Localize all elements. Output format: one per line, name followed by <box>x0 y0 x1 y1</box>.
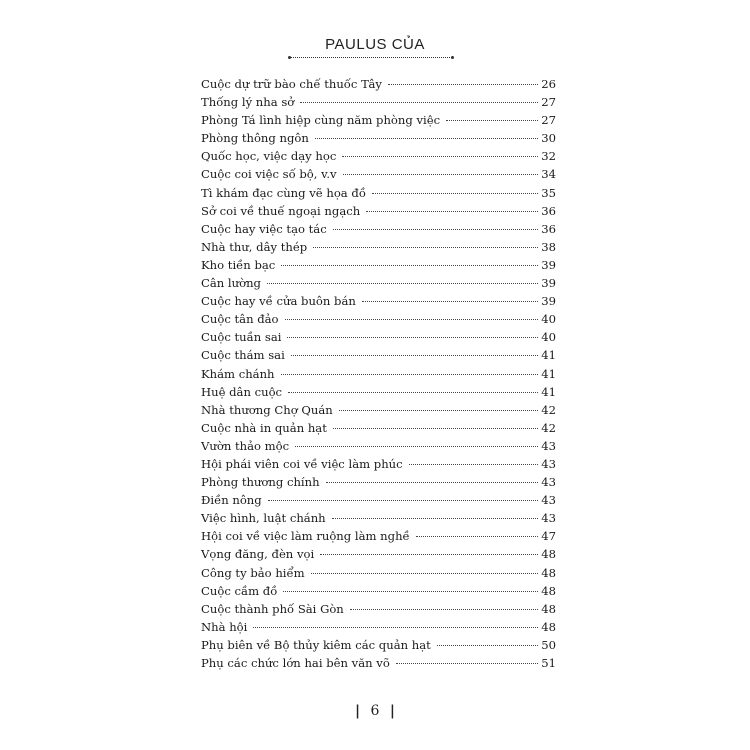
toc-entry <box>201 348 556 366</box>
toc-dot-leader <box>285 319 539 320</box>
toc-entry <box>201 131 556 149</box>
toc-dot-leader <box>332 518 539 519</box>
page-number: 6 <box>370 703 380 719</box>
toc-entry <box>201 403 556 421</box>
toc-dot-leader <box>416 536 539 537</box>
toc-entry-label: Nhà hội <box>201 619 248 634</box>
toc-dot-leader <box>366 211 538 212</box>
toc-entry-page: 50 <box>541 637 556 652</box>
toc-dot-leader <box>333 229 539 230</box>
toc-entry <box>201 457 556 475</box>
toc-dot-leader <box>287 337 538 338</box>
toc-dot-leader <box>268 500 539 501</box>
toc-entry-label: Cuộc tuần sai <box>201 330 282 345</box>
toc-dot-leader <box>343 174 539 175</box>
page-number-bar-right: | <box>389 703 395 719</box>
toc-entry-page: 39 <box>541 276 556 291</box>
toc-entry-label: Vườn thảo mộc <box>201 438 290 453</box>
toc-entry-page: 43 <box>541 438 556 453</box>
toc-entry <box>201 186 556 204</box>
toc-entry-label: Công ty bảo hiểm <box>201 565 305 580</box>
toc-entry-label: Thống lý nha sở <box>201 95 295 110</box>
toc-entry-label: Khám chánh <box>201 366 275 381</box>
toc-entry-page: 39 <box>541 294 556 309</box>
toc-dot-leader <box>311 573 539 574</box>
toc-entry <box>201 367 556 385</box>
toc-dot-leader <box>350 609 538 610</box>
toc-entry-page: 48 <box>541 565 556 580</box>
toc-dot-leader <box>320 554 538 555</box>
toc-dot-leader <box>281 265 538 266</box>
toc-entry-label: Phụ các chức lớn hai bên văn võ <box>201 656 390 670</box>
toc-entry-label: Tì khám đạc cùng vẽ họa đồ <box>201 185 366 200</box>
toc-entry-page: 35 <box>541 185 556 200</box>
toc-entry-label: Phòng thương chính <box>201 475 320 490</box>
toc-entry <box>201 95 556 113</box>
toc-entry-label: Phòng thông ngôn <box>201 131 309 146</box>
toc-dot-leader <box>388 84 538 85</box>
toc-entry-page: 41 <box>541 348 556 363</box>
toc-entry-label: Quốc học, việc dạy học <box>201 149 337 164</box>
toc-entry <box>201 602 556 620</box>
toc-entry-label: Huệ dân cuộc <box>201 384 283 399</box>
toc-entry-page: 43 <box>541 475 556 490</box>
toc-entry-label: Hội coi về việc làm ruộng làm nghề <box>201 529 410 544</box>
toc-entry-label: Cuộc coi việc số bộ, v.v <box>201 167 337 182</box>
toc-dot-leader <box>437 645 538 646</box>
toc-entry-label: Cuộc thành phố Sài Gòn <box>201 601 344 616</box>
header-ornament-rule <box>290 57 452 58</box>
toc-entry-page: 34 <box>541 167 556 182</box>
toc-entry <box>201 276 556 294</box>
toc-entry <box>201 149 556 167</box>
toc-entry-page: 51 <box>541 656 556 670</box>
toc-entry-label: Cuộc nhà in quản hạt <box>201 420 327 435</box>
toc-entry-label: Cuộc tân đảo <box>201 312 279 327</box>
toc-entry-label: Điền nông <box>201 493 262 508</box>
toc-entry <box>201 493 556 511</box>
toc-entry-label: Kho tiền bạc <box>201 257 276 272</box>
toc-entry <box>201 330 556 348</box>
toc-entry <box>201 240 556 258</box>
toc-entry <box>201 475 556 493</box>
toc-entry-page: 48 <box>541 583 556 598</box>
toc-dot-leader <box>333 428 538 429</box>
toc-entry-page: 43 <box>541 493 556 508</box>
toc-entry-page: 48 <box>541 619 556 634</box>
toc-entry <box>201 294 556 312</box>
toc-dot-leader <box>300 102 538 103</box>
toc-entry <box>201 584 556 602</box>
toc-dot-leader <box>283 591 538 592</box>
toc-entry-page: 43 <box>541 456 556 471</box>
toc-entry-page: 40 <box>541 312 556 327</box>
toc-entry-label: Phụ biên về Bộ thủy kiêm các quản hạt <box>201 637 431 652</box>
toc-dot-leader <box>267 283 538 284</box>
toc-entry-page: 48 <box>541 547 556 562</box>
toc-entry-page: 26 <box>541 77 556 91</box>
toc-entry-label: Cân lường <box>201 276 261 291</box>
toc-entry-page: 42 <box>541 420 556 435</box>
toc-entry-label: Hội phái viên coi về việc làm phúc <box>201 456 403 471</box>
toc-entry <box>201 385 556 403</box>
toc-entry-page: 47 <box>541 529 556 544</box>
toc-entry-page: 48 <box>541 601 556 616</box>
toc-entry-label: Nhà thư, dây thép <box>201 239 308 254</box>
toc-dot-leader <box>288 392 538 393</box>
toc-dot-leader <box>372 193 538 194</box>
toc-entry <box>201 638 556 656</box>
toc-entry-page: 30 <box>541 131 556 146</box>
toc-entry-label: Nhà thương Chợ Quán <box>201 402 333 417</box>
toc-entry-label: Việc hình, luật chánh <box>201 511 326 526</box>
toc-entry <box>201 222 556 240</box>
toc-entry-label: Phòng Tá lình hiệp cùng năm phòng việc <box>201 113 441 128</box>
toc-entry <box>201 511 556 529</box>
toc-dot-leader <box>291 355 538 356</box>
table-of-contents <box>201 77 556 674</box>
toc-entry <box>201 547 556 565</box>
toc-entry-page: 32 <box>541 149 556 164</box>
page-number-footer <box>0 703 750 719</box>
toc-entry-label: Cuộc thám sai <box>201 348 285 363</box>
toc-entry <box>201 167 556 185</box>
toc-dot-leader <box>342 156 538 157</box>
toc-entry <box>201 620 556 638</box>
toc-dot-leader <box>396 663 538 664</box>
toc-dot-leader <box>446 120 538 121</box>
toc-entry-label: Vọng đăng, đèn vọi <box>201 547 315 562</box>
toc-entry <box>201 113 556 131</box>
toc-entry-label: Sở coi về thuế ngoại ngạch <box>201 203 361 218</box>
toc-entry-page: 27 <box>541 113 556 128</box>
toc-dot-leader <box>281 374 539 375</box>
page-header-title: PAULUS CỦA <box>325 36 425 53</box>
toc-entry-label: Cuộc dự trữ bào chế thuốc Tây <box>201 77 382 91</box>
toc-entry-label: Cuộc hay về cửa buôn bán <box>201 294 356 309</box>
toc-entry-page: 42 <box>541 402 556 417</box>
toc-entry-page: 41 <box>541 384 556 399</box>
page-number-bar-left: | <box>354 703 361 719</box>
toc-entry <box>201 566 556 584</box>
toc-entry-page: 36 <box>541 203 556 218</box>
toc-dot-leader <box>315 138 538 139</box>
toc-entry <box>201 656 556 674</box>
toc-entry-page: 27 <box>541 95 556 110</box>
toc-dot-leader <box>326 482 539 483</box>
toc-entry-page: 43 <box>541 511 556 526</box>
toc-entry <box>201 77 556 95</box>
toc-entry-page: 39 <box>541 257 556 272</box>
toc-dot-leader <box>313 247 538 248</box>
toc-entry <box>201 529 556 547</box>
toc-dot-leader <box>253 627 538 628</box>
toc-entry-page: 41 <box>541 366 556 381</box>
toc-dot-leader <box>295 446 538 447</box>
toc-dot-leader <box>339 410 539 411</box>
toc-entry-page: 40 <box>541 330 556 345</box>
toc-entry-page: 38 <box>541 239 556 254</box>
toc-entry-page: 36 <box>541 221 556 236</box>
toc-entry <box>201 258 556 276</box>
toc-entry <box>201 312 556 330</box>
toc-entry <box>201 421 556 439</box>
toc-entry <box>201 204 556 222</box>
toc-dot-leader <box>409 464 539 465</box>
toc-entry <box>201 439 556 457</box>
toc-entry-label: Cuộc hay việc tạo tác <box>201 221 327 236</box>
toc-entry-label: Cuộc cầm đồ <box>201 583 278 598</box>
toc-dot-leader <box>362 301 538 302</box>
